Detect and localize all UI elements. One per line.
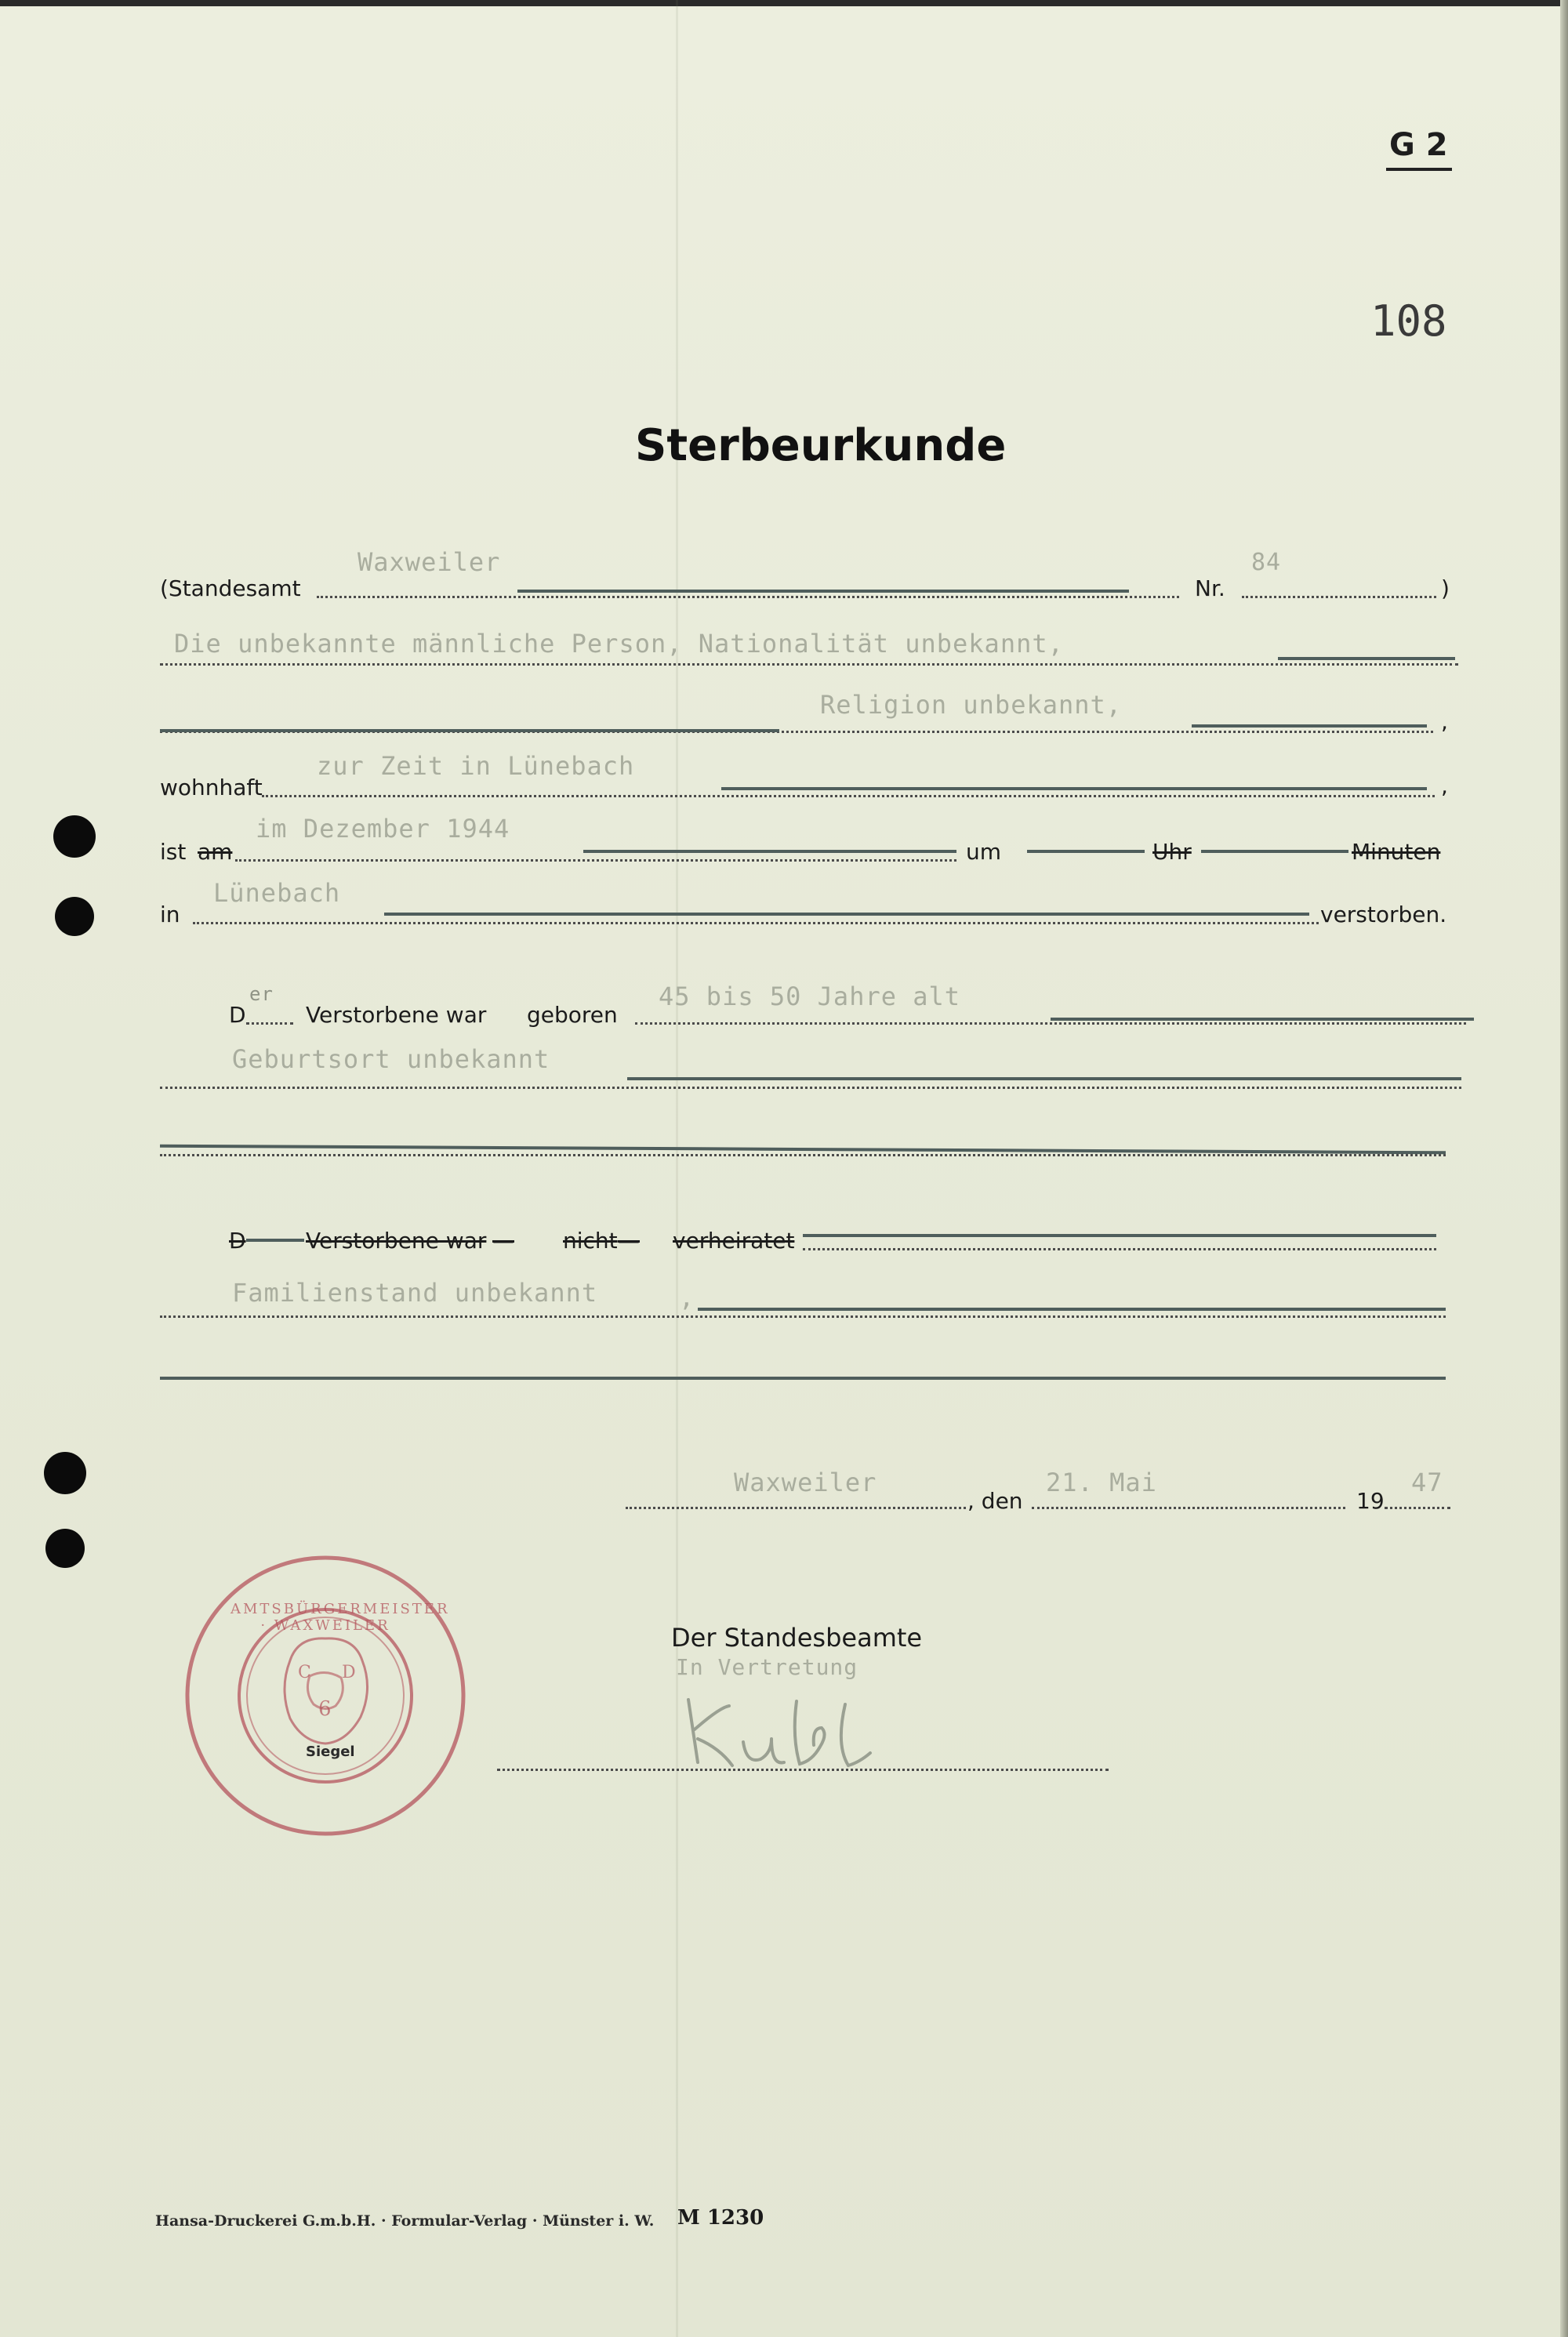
date-rule [583, 850, 956, 853]
birth-d-dotted [246, 1022, 293, 1025]
form-number: M 1230 [677, 2206, 764, 2230]
family-status-rule [698, 1308, 1446, 1311]
nicht-label: nicht [563, 1228, 618, 1254]
punch-hole-bottom-1 [44, 1452, 86, 1494]
family-status-value: Familienstand unbekannt [232, 1278, 598, 1308]
birth-d-label: D [229, 1002, 246, 1028]
form-code-underline [1386, 168, 1452, 171]
marriage-dash-1: — [492, 1228, 514, 1254]
signature-graphic [674, 1690, 894, 1776]
place-dotted-line [193, 922, 1319, 924]
nr-label: Nr. [1195, 575, 1225, 601]
geboren-label: geboren [527, 1002, 618, 1028]
standesamt-close: ) [1441, 575, 1450, 601]
ist-label: ist [160, 839, 187, 865]
paper-fold [676, 0, 678, 2337]
seal-inner-label: Siegel [306, 1744, 355, 1760]
issue-year-value: 47 [1411, 1468, 1443, 1497]
person-line-2-rule-right [1192, 724, 1427, 728]
marriage-d-rule [246, 1239, 304, 1242]
death-place-value: Lünebach [213, 878, 341, 908]
official-seal [180, 1551, 470, 1841]
birth-dotted-line [635, 1022, 1466, 1025]
death-date-value: im Dezember 1944 [256, 814, 510, 844]
standesamt-rule [517, 590, 1129, 593]
issue-place-dotted-line [626, 1507, 966, 1509]
person-description: Die unbekannte männliche Person, Nationalität unbekannt, [174, 629, 1064, 659]
birth-extra-rule [160, 1145, 1446, 1155]
scan-top-edge [0, 0, 1568, 6]
birthplace-value: Geburtsort unbekannt [232, 1044, 550, 1074]
form-code: G 2 [1389, 127, 1448, 163]
year-dotted-line [1385, 1507, 1450, 1509]
wohnhaft-comma: , [1441, 773, 1448, 799]
printer-imprint: Hansa-Druckerei G.m.b.H. · Formular-Verlag · Münster i. W. [155, 2212, 655, 2230]
person-line-1-dotted [160, 663, 1458, 666]
issue-place-value: Waxweiler [734, 1468, 877, 1497]
place-rule [384, 913, 1309, 916]
date-dotted-line [235, 859, 956, 862]
standesamt-label: (Standesamt [160, 575, 301, 601]
signature-handwriting [674, 1690, 894, 1776]
seal-ring-text: AMTSBÜRGERMEISTER · WAXWEILER [230, 1601, 450, 1634]
nr-value: 84 [1251, 549, 1282, 576]
den-label: , den [967, 1488, 1023, 1514]
marriage-dotted-line [803, 1248, 1436, 1250]
um-label: um [966, 839, 1002, 865]
person-line-2-comma: , [1441, 709, 1448, 735]
verstorben-label: verstorben. [1320, 902, 1447, 927]
religion-value: Religion unbekannt, [820, 690, 1123, 720]
in-label: in [160, 902, 180, 927]
wohnhaft-dotted-line [262, 795, 1435, 797]
person-line-1-rule [1278, 657, 1455, 660]
family-status-comma: , [679, 1283, 695, 1312]
birthplace-dotted-line [160, 1087, 1461, 1089]
deputy-note: In Vertretung [676, 1654, 858, 1680]
page-title: Sterbeurkunde [635, 420, 1007, 471]
punch-hole-top-1 [53, 815, 96, 858]
seal-graphic [180, 1551, 470, 1841]
svg-text:C: C [298, 1663, 311, 1682]
verheiratet-label: verheiratet [673, 1228, 795, 1254]
wohnhaft-label: wohnhaft [160, 775, 263, 800]
birth-extra-dotted-line [160, 1154, 1446, 1156]
minuten-label: Minuten [1352, 839, 1441, 865]
punch-hole-bottom-2 [45, 1529, 85, 1568]
year-prefix-label: 19 [1356, 1488, 1385, 1514]
birth-rule [1051, 1018, 1474, 1021]
birth-d-suffix: er [249, 983, 274, 1005]
punch-hole-top-2 [55, 897, 94, 936]
issue-date-dotted-line [1032, 1507, 1345, 1509]
um-uhr-rule [1027, 850, 1145, 853]
marriage-extra-rule [160, 1377, 1446, 1380]
marriage-rule [803, 1234, 1436, 1237]
family-status-dotted-line [160, 1315, 1446, 1318]
svg-text:D: D [342, 1663, 356, 1682]
registrar-title: Der Standesbeamte [671, 1623, 923, 1653]
standesamt-dotted-line [317, 596, 1179, 598]
marriage-dash-2: — [618, 1228, 640, 1254]
uhr-minuten-rule [1201, 850, 1348, 853]
birthplace-rule [627, 1077, 1461, 1080]
svg-text:6: 6 [318, 1697, 332, 1721]
birth-label: Verstorbene war [306, 1002, 487, 1028]
birth-value: 45 bis 50 Jahre alt [659, 982, 961, 1011]
register-number: 108 [1370, 296, 1447, 346]
wohnhaft-rule [721, 787, 1427, 790]
issue-date-value: 21. Mai [1046, 1468, 1157, 1497]
person-line-2-rule-left [160, 729, 779, 732]
scan-right-edge [1560, 0, 1568, 2337]
wohnhaft-value: zur Zeit in Lünebach [317, 751, 635, 781]
nr-dotted-line [1242, 596, 1436, 598]
marriage-d-label: D [229, 1228, 246, 1254]
signature-dotted-line [497, 1769, 1109, 1771]
uhr-label: Uhr [1152, 839, 1192, 865]
am-label: am [198, 839, 233, 865]
marriage-label: Verstorbene war [306, 1228, 487, 1254]
standesamt-value: Waxweiler [358, 547, 501, 577]
